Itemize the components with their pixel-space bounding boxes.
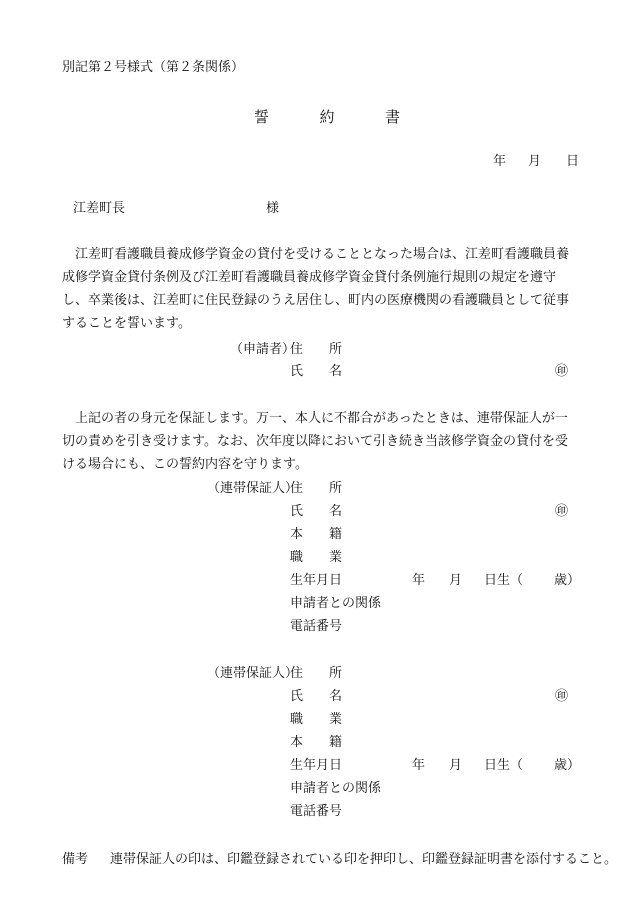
guarantor2-birth-day: 日生（ [484,758,524,773]
title-char: 誓 [254,108,270,126]
seal-mark: ㊞ [555,364,569,379]
note-label: 備考 [62,852,89,867]
guarantor1-birth-month: 月 [449,573,463,588]
title-char: 書 [384,108,400,126]
guarantor2-relation-label: 申請者との関係 [290,781,382,796]
guarantor1-birth-day: 日生（ [484,573,524,588]
guarantor1-domicile-label: 本 籍 [290,527,343,542]
date-day: 日 [566,154,580,169]
applicant-name-label: 氏 名 [290,364,343,379]
guarantor1-age: 歳） [554,573,581,588]
guarantor1-name-label: 氏 名 [290,504,343,519]
title-char: 約 [319,108,335,126]
guarantor1-relation-label: 申請者との関係 [290,596,382,611]
guarantee-paragraph: 上記の者の身元を保証します。万一、本人に不都合があったときは、連帯保証人が一切の責めを引き受けます。なお、次年度以降において引き続き当該修学資金の貸付を受ける場合にも、この誓約内容を守ります。 [62,411,568,472]
guarantor1-birth-year: 年 [412,573,426,588]
seal-mark: ㊞ [555,504,569,519]
guarantor2-age: 歳） [554,758,581,773]
pledge-paragraph: 江差町看護職員養成修学資金の貸付を受けることとなった場合は、江差町看護職員養成修学資金貸付条例及び江差町看護職員養成修学資金貸付条例施行規則の規定を遵守し、卒業後は、江差町に住民登録のうえ居住し、町内の医療機関の看護職員として従事することを誓います。 [62,247,570,331]
guarantor1-phone-label: 電話番号 [290,619,343,634]
applicant-role: （申請者） [230,342,296,357]
note-text: 連帯保証人の印は、印鑑登録されている印を押印し、印鑑登録証明書を添付すること。 [110,852,618,867]
guarantor2-role: （連帯保証人） [207,666,299,681]
guarantor2-name-label: 氏 名 [290,689,343,704]
guarantor2-birth-month: 月 [449,758,463,773]
guarantor1-birthdate-label: 生年月日 [290,573,343,588]
guarantor2-phone-label: 電話番号 [290,804,343,819]
form-label: 別記第２号様式（第２条関係） [62,60,245,75]
document-title [254,106,400,127]
guarantor2-birthdate-label: 生年月日 [290,758,343,773]
guarantor2-address-label: 住 所 [290,666,343,681]
date-year: 年 [493,154,507,169]
guarantor1-address-label: 住 所 [290,481,343,496]
date-month: 月 [528,154,542,169]
guarantor2-birth-year: 年 [412,758,426,773]
guarantor2-domicile-label: 本 籍 [290,735,343,750]
seal-mark: ㊞ [555,689,569,704]
guarantor1-occupation-label: 職 業 [290,550,343,565]
addressee-name: 江差町長 [73,201,126,216]
guarantor1-role: （連帯保証人） [207,481,299,496]
applicant-address-label: 住 所 [290,342,343,357]
addressee-honorific: 様 [266,201,280,216]
guarantor2-occupation-label: 職 業 [290,712,343,727]
